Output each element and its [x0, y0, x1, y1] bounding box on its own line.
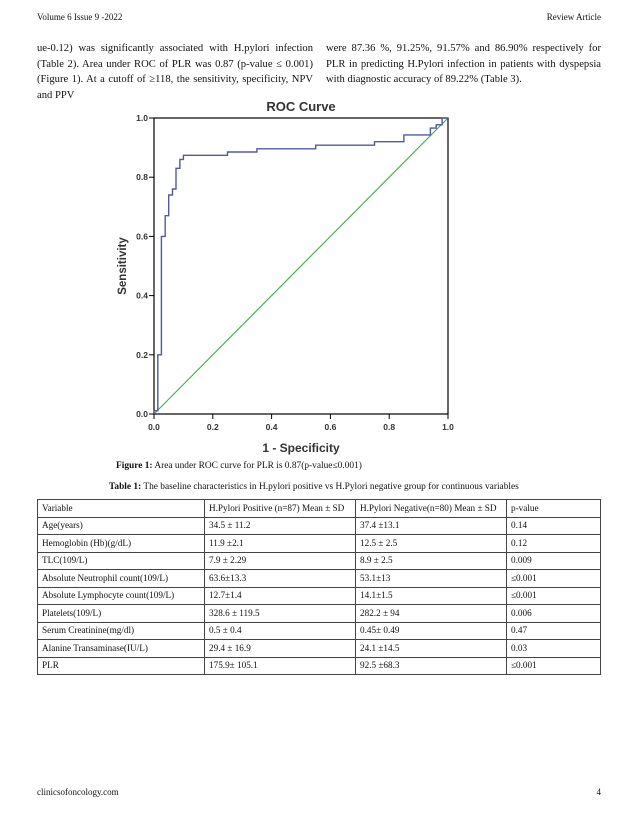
- table-header-cell: Variable: [38, 500, 205, 518]
- x-axis-label: 1 - Specificity: [262, 441, 340, 455]
- table-cell: Hemoglobin (Hb)(g/dL): [38, 535, 205, 553]
- y-tick-label: 1.0: [136, 113, 148, 123]
- y-tick-label: 0.6: [136, 231, 148, 242]
- table-cell: 0.45± 0.49: [356, 622, 507, 640]
- table-cell: Alanine Transaminase(IU/L): [38, 640, 205, 658]
- table-cell: 53.1±13: [356, 570, 507, 588]
- x-tick-label: 1.0: [442, 422, 454, 432]
- article-type: Review Article: [546, 12, 601, 22]
- table-cell: Absolute Lymphocyte count(109/L): [38, 587, 205, 605]
- x-tick-label: 0.6: [324, 422, 337, 432]
- table-cell: 29.4 ± 16.9: [205, 640, 356, 658]
- x-tick-label: 0.0: [148, 422, 160, 432]
- table-cell: 328.6 ± 119.5: [205, 605, 356, 623]
- y-tick-label: 0.8: [136, 172, 148, 183]
- table-cell: Age(years): [38, 517, 205, 535]
- table-header-row: [38, 500, 601, 518]
- y-tick-label: 0.0: [136, 409, 148, 419]
- journal-volume: Volume 6 Issue 9 -2022: [37, 12, 123, 22]
- table-cell: 63.6±13.3: [205, 570, 356, 588]
- table-cell: TLC(109/L): [38, 552, 205, 570]
- table-cell: 92.5 ±68.3: [356, 657, 507, 675]
- reference-line: [154, 118, 448, 414]
- table-cell: 37.4 ±13.1: [356, 517, 507, 535]
- table-cell: 282.2 ± 94: [356, 605, 507, 623]
- table-header-cell: H.Pylori Negative(n=80) Mean ± SD: [356, 500, 507, 518]
- figure-caption-text: Area under ROC curve for PLR is 0.87(p-value≤0.001): [152, 461, 362, 471]
- table-cell: 0.006: [507, 605, 601, 623]
- x-tick-label: 0.8: [383, 422, 396, 432]
- table-cell: 8.9 ± 2.5: [356, 552, 507, 570]
- chart-title: ROC Curve: [266, 99, 336, 114]
- table-cell: 11.9 ±2.1: [205, 535, 356, 553]
- table-cell: 0.009: [507, 552, 601, 570]
- table-row: [38, 535, 601, 553]
- table-row: [38, 622, 601, 640]
- table-cell: 175.9± 105.1: [205, 657, 356, 675]
- body-text-left-column: [37, 41, 313, 103]
- table-cell: 14.1±1.5: [356, 587, 507, 605]
- table-row: [38, 517, 601, 535]
- figure-caption: [116, 461, 362, 471]
- table-cell: 7.9 ± 2.29: [205, 552, 356, 570]
- table-row: [38, 605, 601, 623]
- x-tick-label: 0.2: [206, 422, 219, 432]
- table-cell: PLR: [38, 657, 205, 675]
- table-cell: 0.03: [507, 640, 601, 658]
- table-row: [38, 552, 601, 570]
- y-axis-label: Sensitivity: [117, 237, 129, 295]
- table-row: [38, 640, 601, 658]
- table-cell: ≤0.001: [507, 570, 601, 588]
- table-caption-label: Table 1:: [109, 482, 142, 492]
- table-cell: 0.12: [507, 535, 601, 553]
- table-cell: ≤0.001: [507, 657, 601, 675]
- table-cell: Serum Creatinine(mg/dl): [38, 622, 205, 640]
- table-cell: 0.5 ± 0.4: [205, 622, 356, 640]
- table-cell: 34.5 ± 11.2: [205, 517, 356, 535]
- table-row: [38, 587, 601, 605]
- table-cell: 0.47: [507, 622, 601, 640]
- table-cell: 12.5 ± 2.5: [356, 535, 507, 553]
- page-number: 4: [596, 787, 601, 797]
- table-cell: 0.14: [507, 517, 601, 535]
- paragraph: ue-0.12) was significantly associated with H.pylori infection (Table 2). Area under ROC of PLR was 0.87 (p-value ≤ 0.001) (Figure 1). At a cutoff of ≥118, the sensitivity, specificity, NPV and PPV: [37, 43, 313, 101]
- y-tick-label: 0.2: [136, 349, 148, 360]
- body-text-right-column: [326, 41, 601, 88]
- figure-caption-label: Figure 1:: [116, 461, 153, 471]
- table-cell: 24.1 ±14.5: [356, 640, 507, 658]
- table-header-cell: H.Pylori Positive (n=87) Mean ± SD: [205, 500, 356, 518]
- table-cell: Platelets(109/L): [38, 605, 205, 623]
- table-caption: [109, 482, 519, 492]
- table-header-cell: p-value: [507, 500, 601, 518]
- table-row: [38, 570, 601, 588]
- x-tick-label: 0.4: [265, 422, 278, 432]
- table-cell: 12.7±1.4: [205, 587, 356, 605]
- table-cell: ≤0.001: [507, 587, 601, 605]
- y-tick-label: 0.4: [136, 290, 148, 301]
- roc-curve-chart: [110, 98, 530, 458]
- baseline-characteristics-table: [37, 499, 601, 675]
- journal-website: clinicsofoncology.com: [37, 787, 119, 797]
- table-caption-text: The baseline characteristics in H.pylori positive vs H.Pylori negative group for continuous variables: [141, 482, 519, 492]
- paragraph: were 87.36 %, 91.25%, 91.57% and 86.90% respectively for PLR in predicting H.Pylori infection in patients with dyspepsia with diagnostic accuracy of 89.22% (Table 3).: [326, 43, 601, 85]
- table-cell: Absolute Neutrophil count(109/L): [38, 570, 205, 588]
- table-row: [38, 657, 601, 675]
